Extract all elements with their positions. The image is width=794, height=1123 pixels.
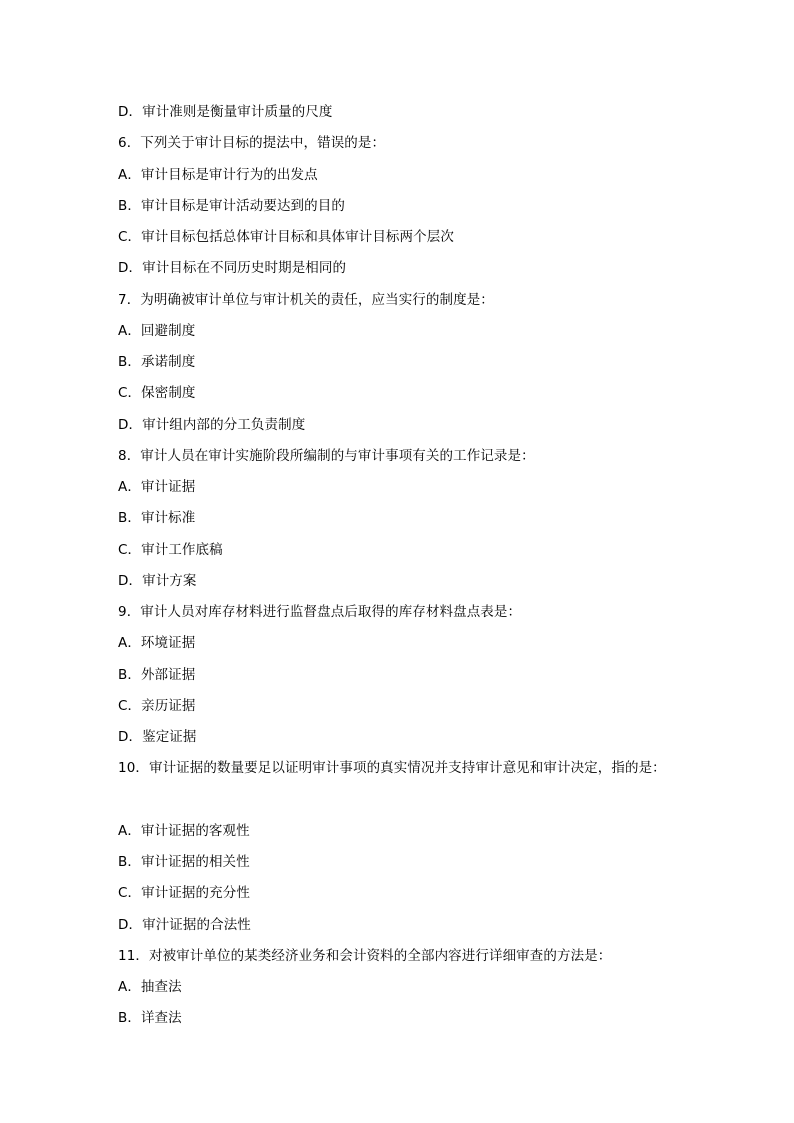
option-b: B．承诺制度 — [118, 354, 196, 370]
option-b: B．外部证据 — [118, 666, 196, 683]
question-10: 10．审计证据的数量要足以证明审计事项的真实情况并支持审计意见和审计决定，指的是： — [118, 760, 666, 777]
option-a: A．审计证据 — [118, 479, 196, 495]
option-c: C．审计工作底稿 — [118, 541, 223, 558]
option-a: A．审计目标是审计行为的出发点 — [118, 166, 318, 183]
question-11: 11．对被审计单位的某类经济业务和会计资料的全部内容进行详细审查的方法是： — [118, 947, 612, 964]
option-d: D．鉴定证据 — [118, 729, 197, 745]
option-c: C．审计证据的充分性 — [118, 885, 250, 902]
option-a: A．回避制度 — [118, 322, 196, 339]
option-c: C．审计目标包括总体审计目标和具体审计目标两个层次 — [118, 229, 454, 245]
question-7: 7．为明确被审计单位与审计机关的责任，应当实行的制度是： — [118, 291, 494, 308]
option-b: B．详查法 — [118, 1010, 182, 1027]
option-d: D．审计方案 — [118, 572, 197, 589]
option-d: D．审计目标在不同历史时期是相同的 — [118, 260, 347, 277]
question-list — [118, 101, 758, 1039]
option-b: B．审计标准 — [118, 510, 196, 527]
question-9: 9．审计人员对库存材料进行监督盘点后取得的库存材料盘点表是： — [118, 604, 522, 620]
option-d: D．审汁证据的合法性 — [118, 916, 251, 933]
option-a: A．抽查法 — [118, 979, 182, 995]
option-c: C．保密制度 — [118, 385, 196, 402]
question-6: 6．下列关于审计目标的提法中，错误的是： — [118, 135, 386, 152]
option-d: D．审计准则是衡量审计质量的尺度 — [118, 104, 333, 120]
option-a: A．环境证据 — [118, 635, 196, 652]
option-d: D．审计组内部的分工负责制度 — [118, 416, 306, 433]
option-b: B．审计目标是审计活动要达到的目的 — [118, 197, 345, 214]
question-8: 8．审计人员在审计实施阶段所编制的与审计事项有关的工作记录是： — [118, 447, 535, 464]
option-c: C．亲历证据 — [118, 697, 196, 714]
option-a: A．审计证据的客观性 — [118, 822, 250, 839]
option-b: B．审计证据的相关性 — [118, 854, 250, 870]
